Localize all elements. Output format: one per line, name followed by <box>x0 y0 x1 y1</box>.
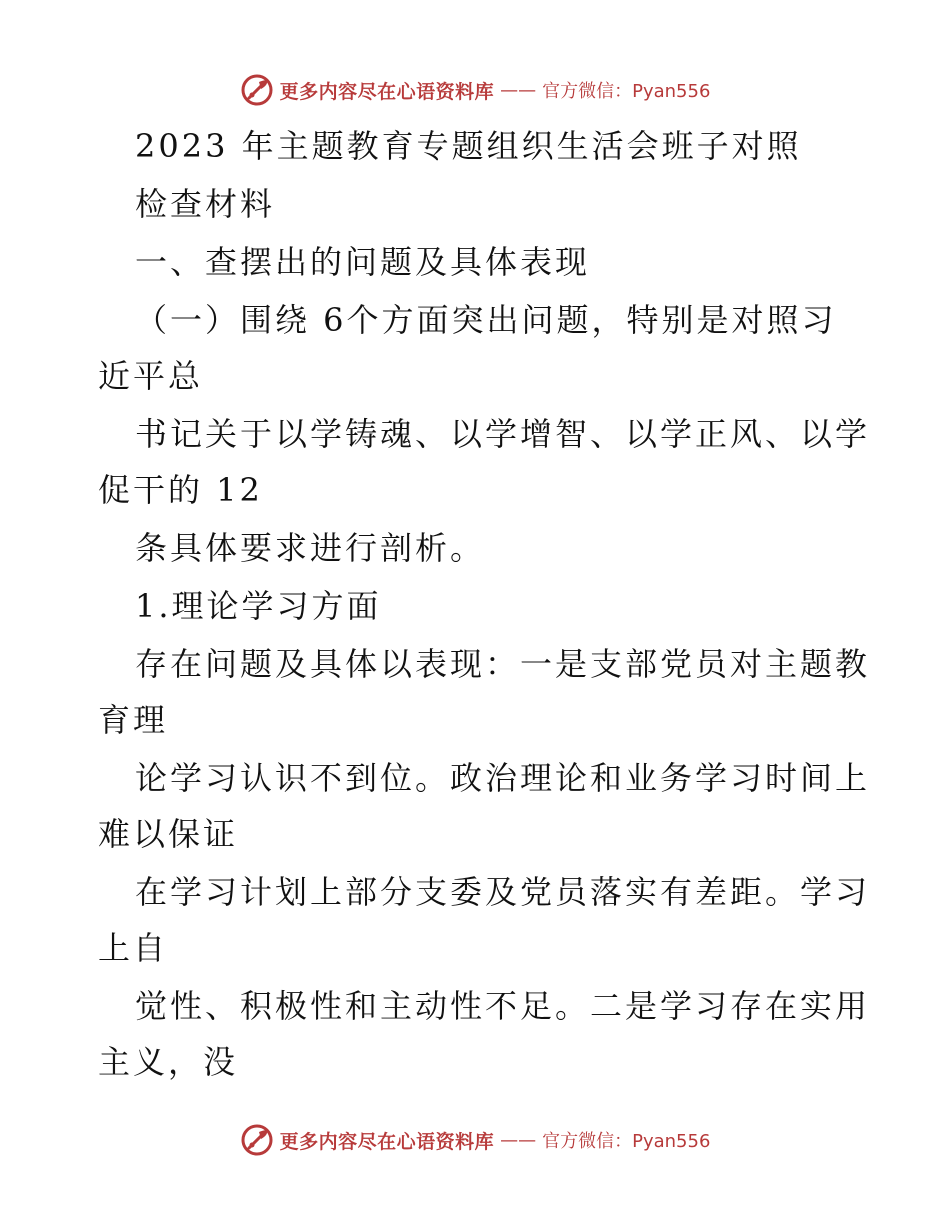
paragraph-line: 条具体要求进行剖析。 <box>135 529 486 567</box>
paragraph-line: 觉性、积极性和主动性不足。二是学习存在实用 <box>135 987 871 1025</box>
paragraph-line: 论学习认识不到位。政治理论和业务学习时间上 <box>135 759 871 797</box>
document-title-line-1: 2023 年主题教育专题组织生活会班子对照 <box>135 127 802 165</box>
paragraph-line: 在学习计划上部分支委及党员落实有差距。学习 <box>135 873 871 911</box>
footer-watermark-banner <box>0 1120 950 1160</box>
watermark-dash: —— <box>500 1129 537 1151</box>
document-title-line-2: 检查材料 <box>135 185 276 223</box>
paragraph-line: 上自 <box>98 929 169 967</box>
watermark-text: 更多内容尽在心语资料库 <box>279 80 495 103</box>
watermark-wechat: 官方微信：Pyan556 <box>542 81 711 102</box>
watermark-wechat: 官方微信：Pyan556 <box>542 1131 711 1152</box>
feather-pen-seal-icon <box>240 73 274 107</box>
paragraph-line: 育理 <box>98 701 169 739</box>
watermark-text: 更多内容尽在心语资料库 <box>279 1130 495 1153</box>
paragraph-line: 促干的 12 <box>98 471 263 509</box>
subsection-heading: 1.理论学习方面 <box>135 587 382 625</box>
feather-pen-seal-icon <box>240 1123 274 1157</box>
paragraph-line: （一）围绕 6个方面突出问题，特别是对照习 <box>135 301 837 339</box>
paragraph-line: 难以保证 <box>98 815 239 853</box>
section-heading: 一、查摆出的问题及具体表现 <box>135 243 591 281</box>
paragraph-line: 主义，没 <box>98 1043 239 1081</box>
watermark-dash: —— <box>500 79 537 101</box>
paragraph-line: 存在问题及具体以表现：一是支部党员对主题教 <box>135 645 871 683</box>
header-watermark-banner <box>0 70 950 110</box>
paragraph-line: 书记关于以学铸魂、以学增智、以学正风、以学 <box>135 415 871 453</box>
paragraph-line: 近平总 <box>98 357 204 395</box>
